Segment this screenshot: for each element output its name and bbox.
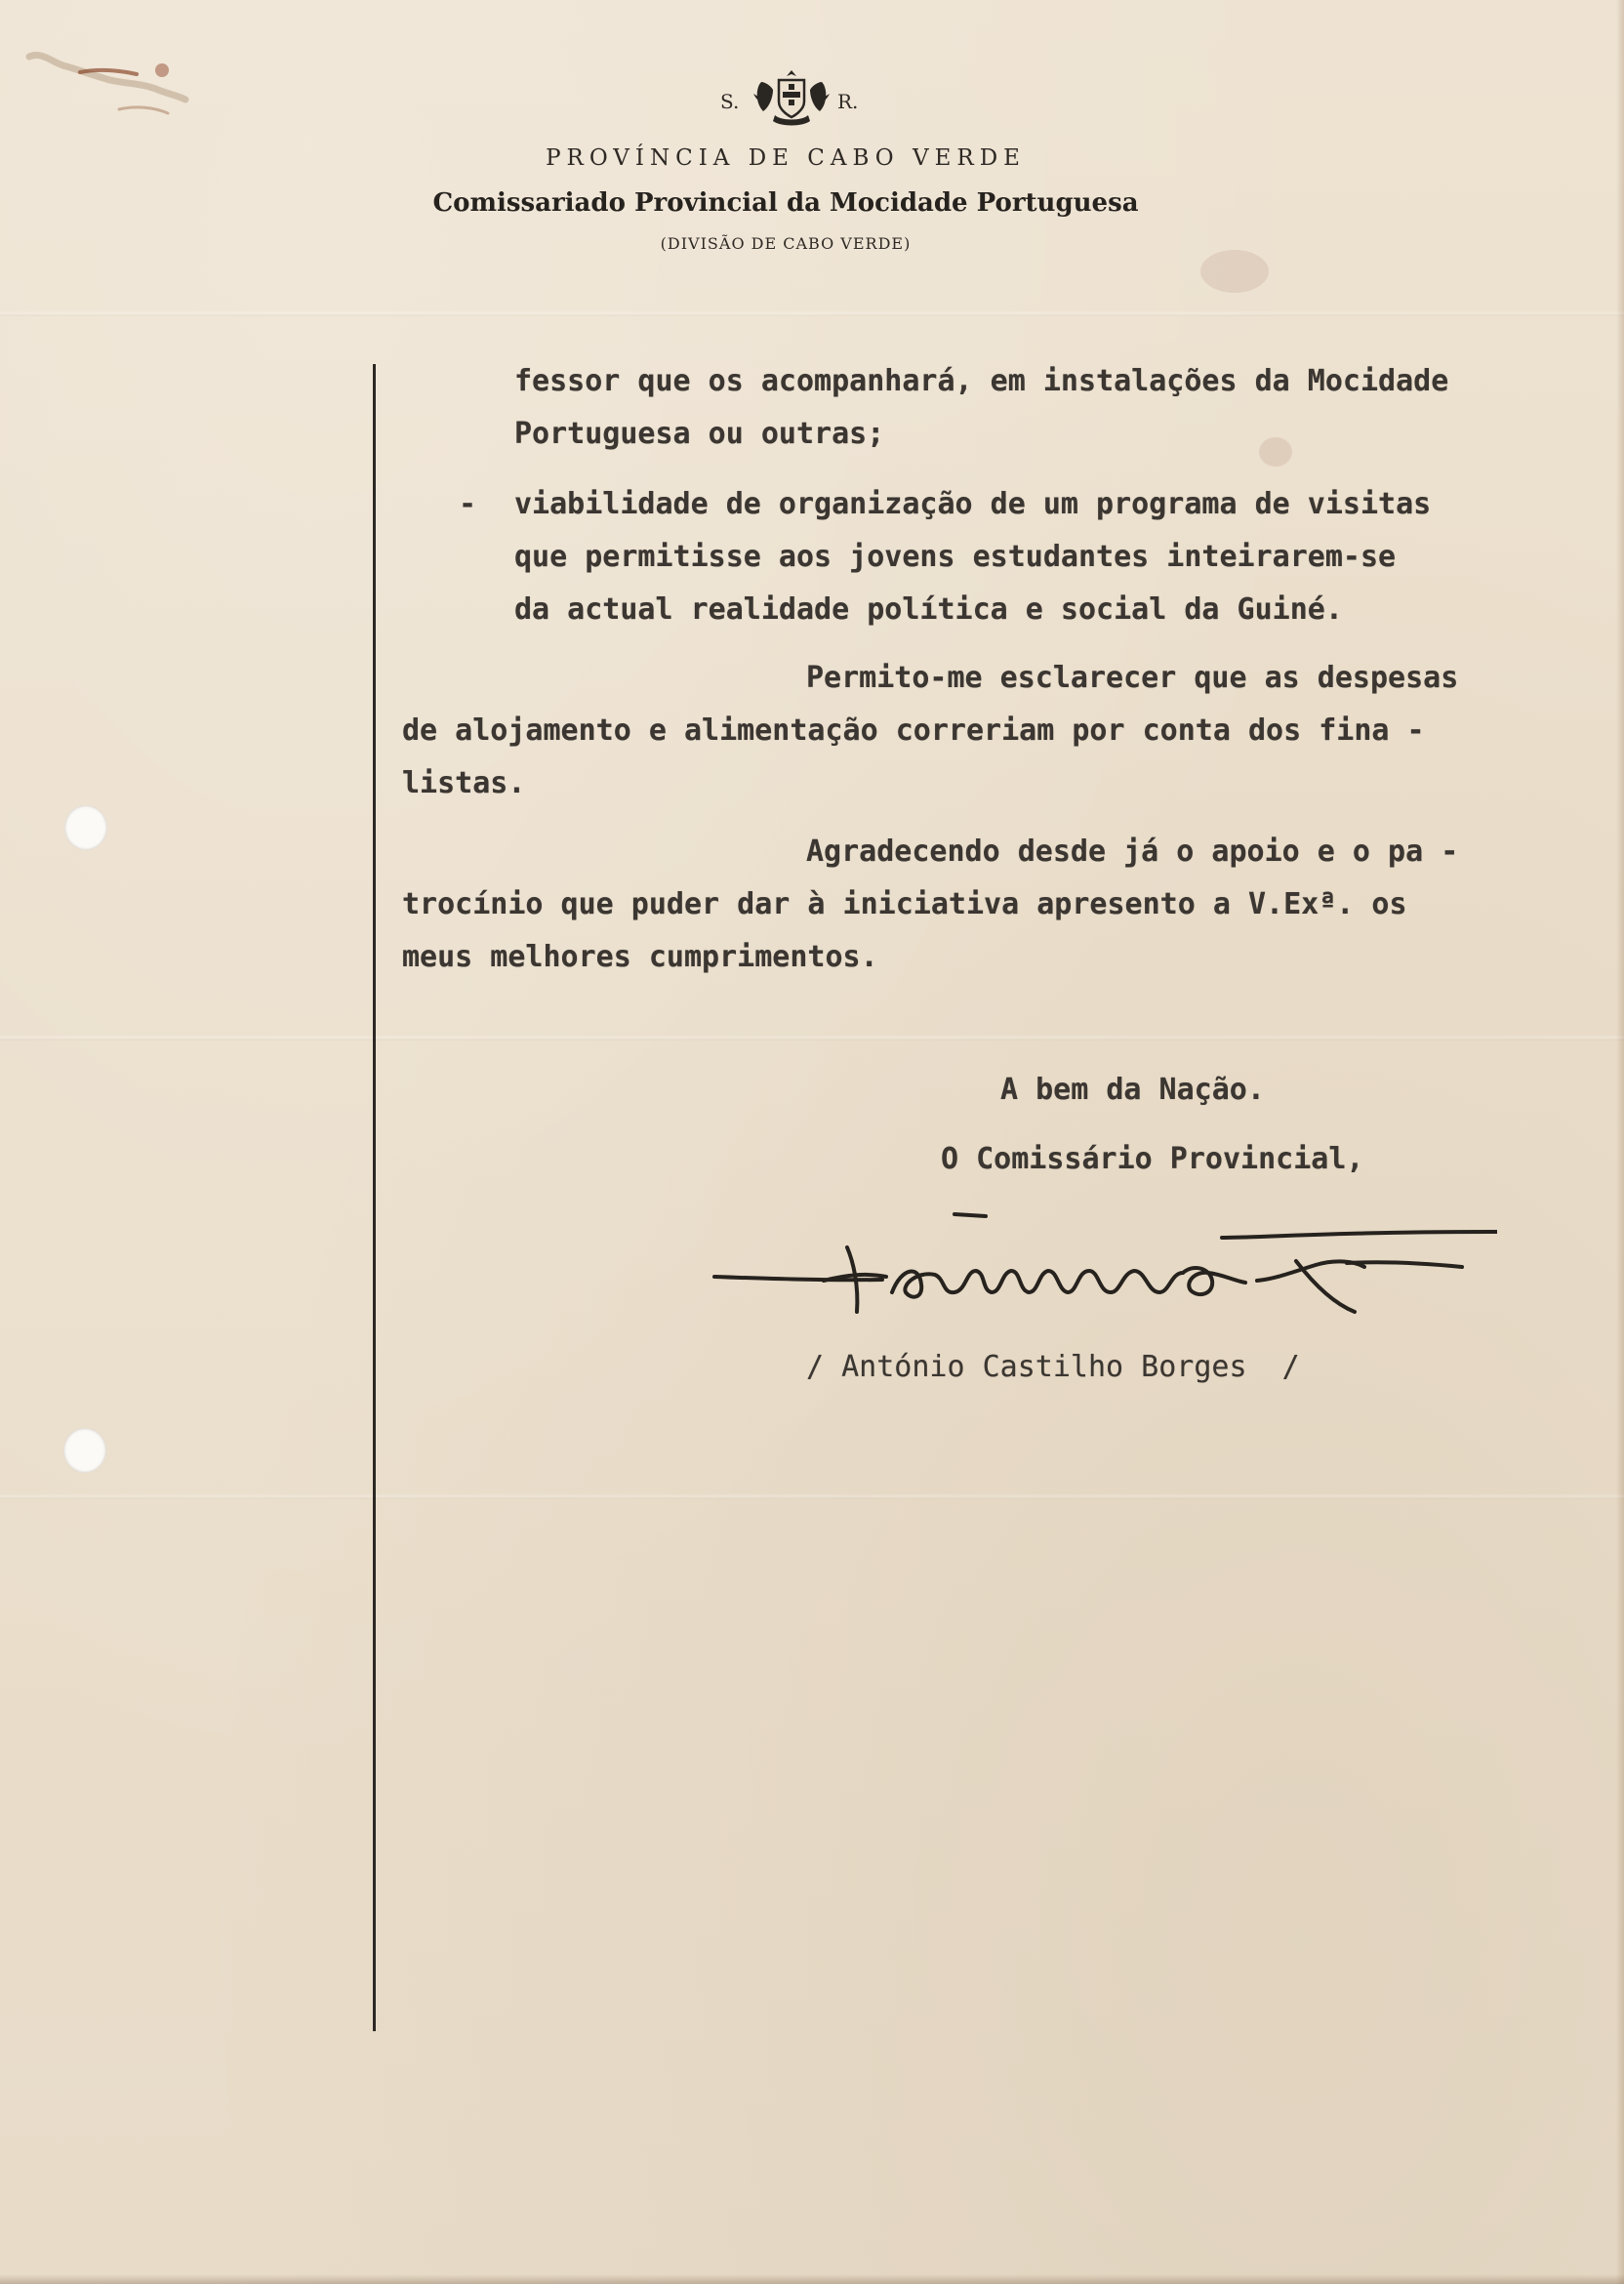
paper-crease <box>0 310 1624 316</box>
body-line: meus melhores cumprimentos. <box>402 940 878 974</box>
body-line: Agradecendo desde já o apoio e o pa - <box>806 835 1459 869</box>
body-continuation <box>514 355 1448 461</box>
bullet-dash: - <box>459 487 477 521</box>
sr-s-label: S. <box>720 90 740 113</box>
punch-hole <box>63 1428 106 1473</box>
body-line: Permito-me esclarecer que as despesas <box>806 661 1459 695</box>
commissariat-title: Comissariado Provincial da Mocidade Portuguesa <box>432 188 1139 218</box>
body-line: que permitisse aos jovens estudantes inteirarem-se <box>514 540 1397 574</box>
paper-crease <box>0 1493 1624 1499</box>
body-line: viabilidade de organização de um programa de visitas <box>514 487 1432 521</box>
paper-edge-shadow <box>1616 0 1624 2284</box>
bullet-item <box>514 478 1431 636</box>
handwritten-signature <box>710 1203 1497 1329</box>
margin-rule <box>373 364 376 2031</box>
paper-edge-shadow <box>0 2274 1624 2284</box>
province-title: PROVÍNCIA DE CABO VERDE <box>546 145 1026 171</box>
punch-hole <box>64 805 107 850</box>
coat-of-arms-icon <box>751 68 832 127</box>
paper-crease <box>0 1035 1624 1040</box>
paper-stain <box>1200 250 1269 293</box>
closing-role: O Comissário Provincial, <box>941 1142 1364 1176</box>
body-line: de alojamento e alimentação correriam por conta dos fina - <box>402 714 1425 748</box>
body-line: trocínio que puder dar à iniciativa apresento a V.Exª. os <box>402 887 1407 921</box>
closing-salutation: A bem da Nação. <box>1000 1073 1265 1107</box>
body-line: da actual realidade política e social da Guiné. <box>514 592 1343 627</box>
body-line: Portuguesa ou outras; <box>514 417 885 451</box>
torn-corner-mark <box>21 45 207 133</box>
body-line: listas. <box>402 766 526 800</box>
sr-r-label: R. <box>837 90 859 113</box>
crest-line <box>712 68 888 127</box>
signatory-name: / António Castilho Borges / <box>806 1350 1300 1384</box>
body-line: fessor que os acompanhará, em instalações da Mocidade <box>514 364 1449 398</box>
division-subtitle: (DIVISÃO DE CABO VERDE) <box>660 234 912 253</box>
